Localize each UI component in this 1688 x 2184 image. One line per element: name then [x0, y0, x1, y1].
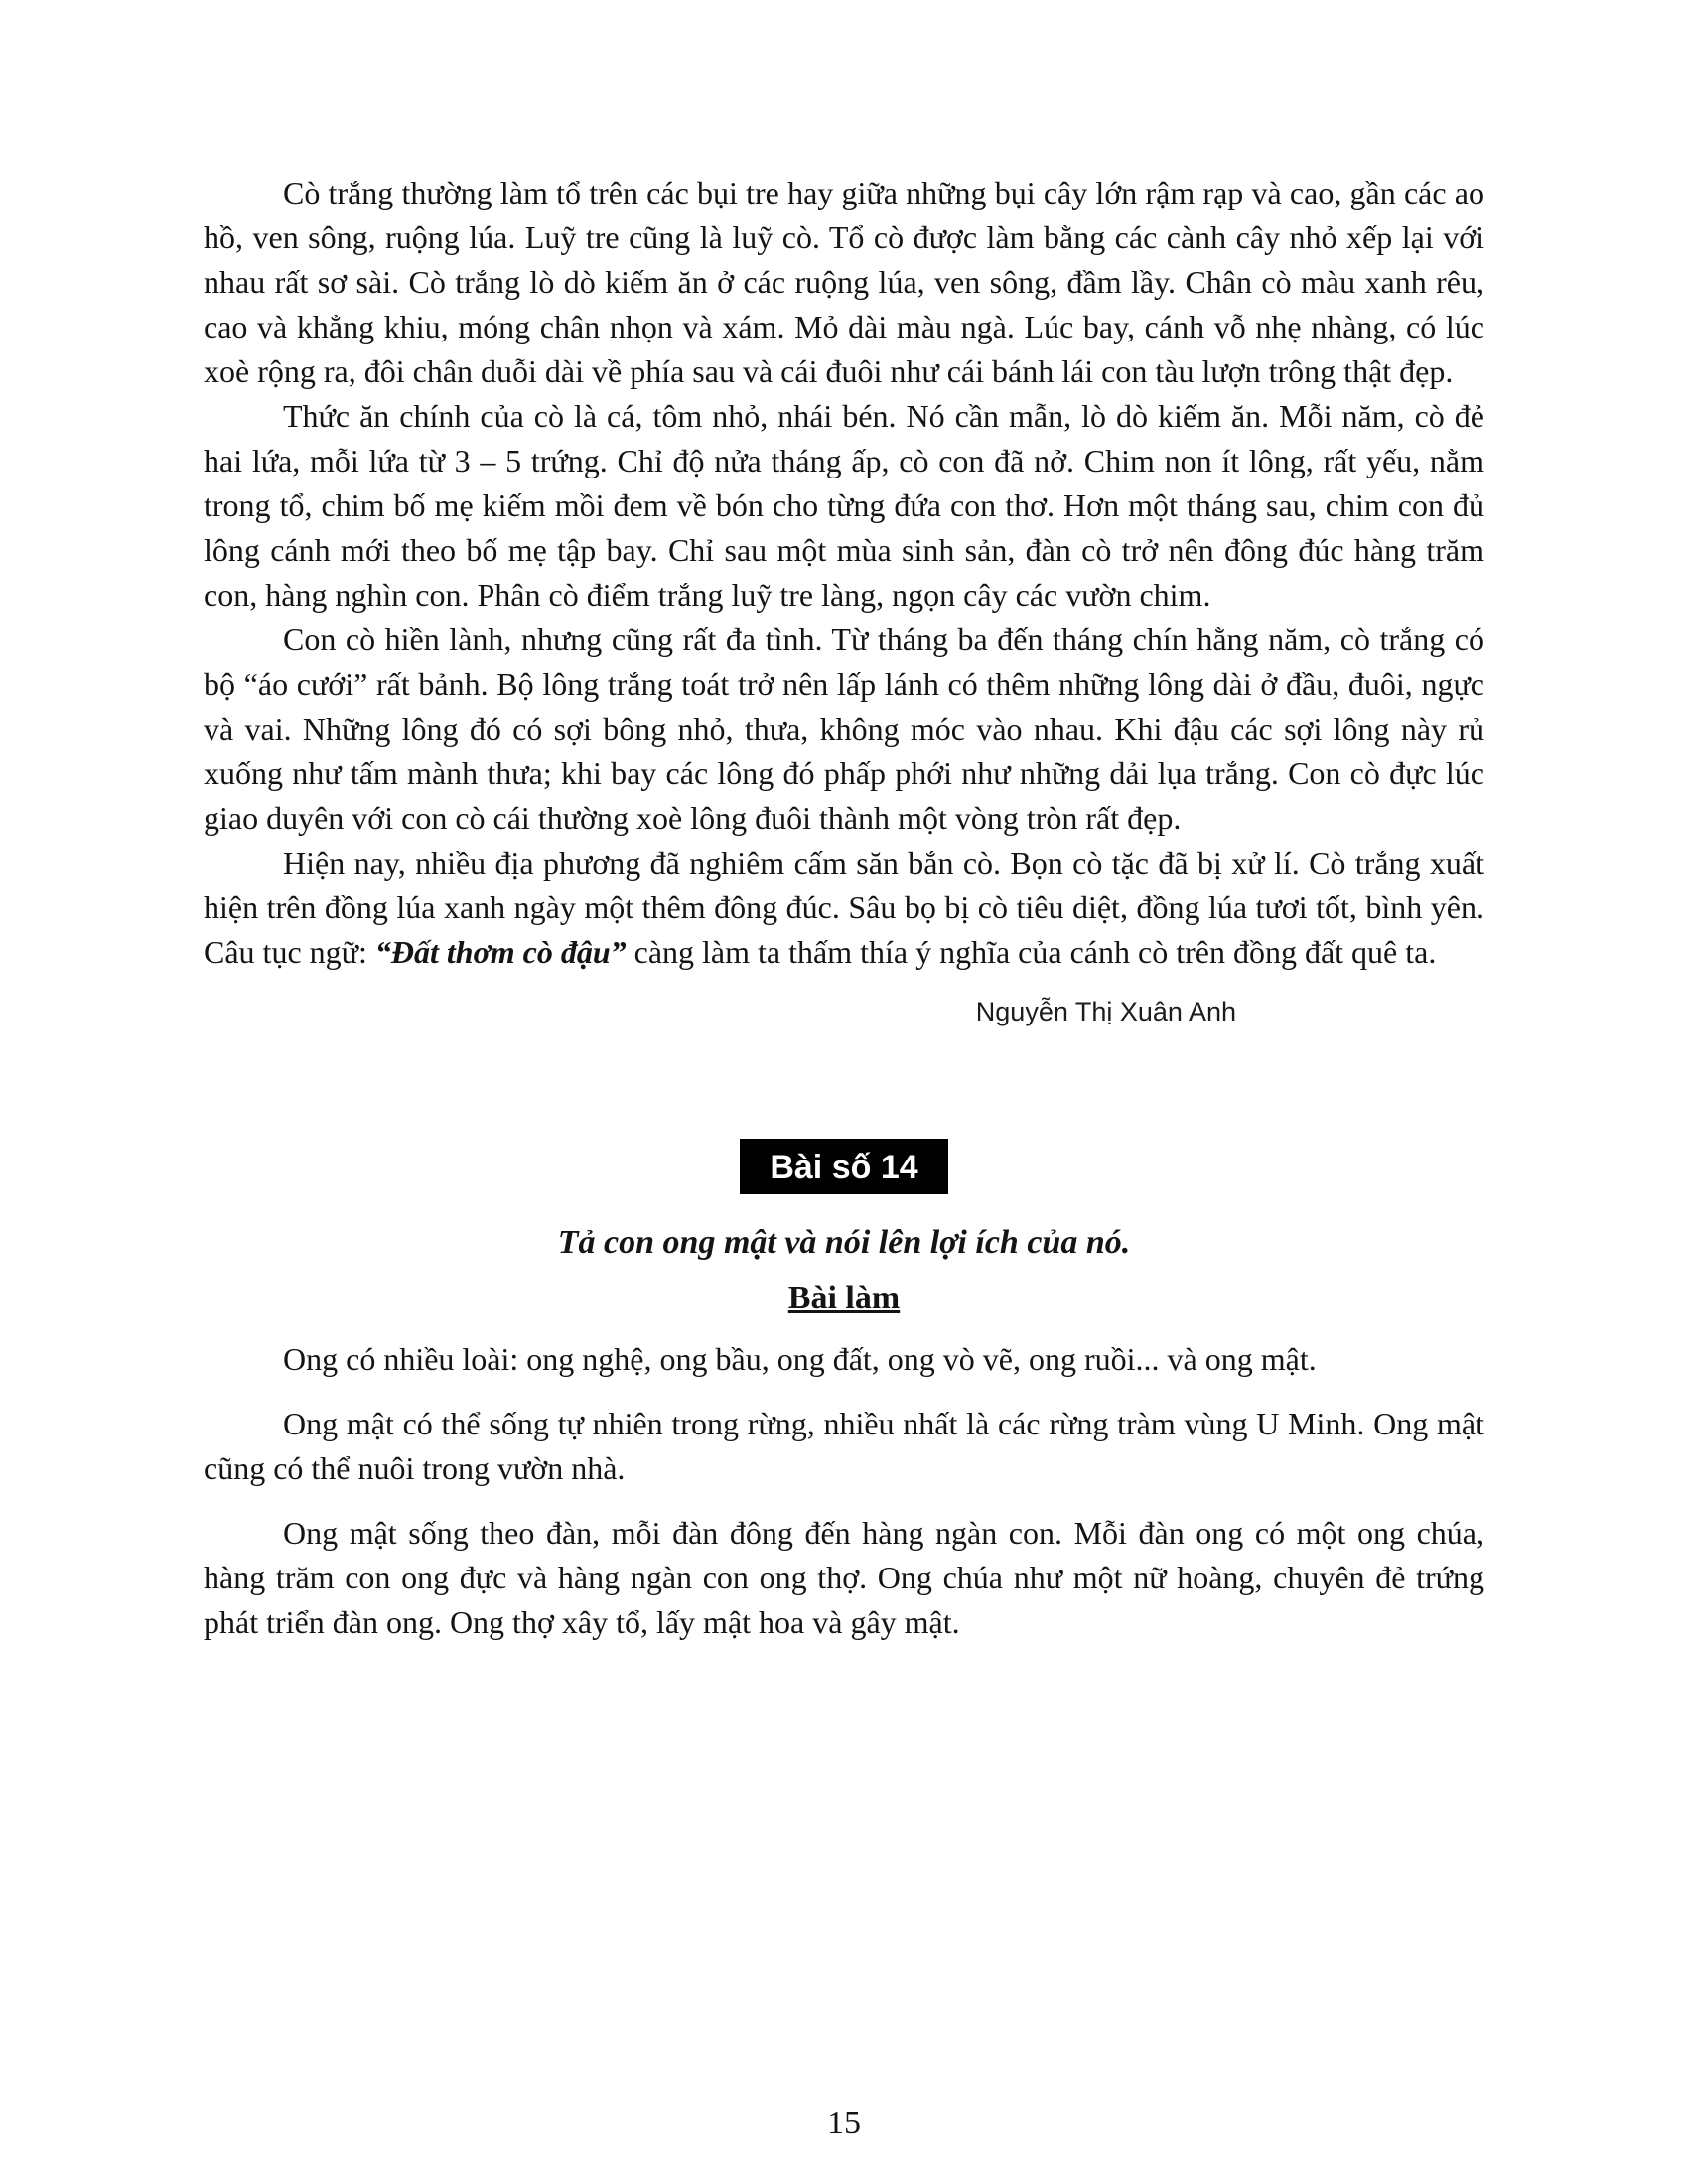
essay13-paragraph-3: Con cò hiền lành, nhưng cũng rất đa tình. Từ tháng ba đến tháng chín hằng năm, cò trắng có bộ “áo cưới” rất bảnh. Bộ lông trắng toát trở nên lấp lánh có thêm những lông dài ở đầu, đuôi, ngực và vai. Những lông đó có sợi bông nhỏ, thưa, không móc vào nhau. Khi đậu các sợi lông này rủ xuống như tấm mành thưa; khi bay các lông đó phấp phới như những dải lụa trắng. Con cò đực lúc giao duyên với con cò cái thường xoè lông đuôi thành một vòng tròn rất đẹp.: [204, 621, 1484, 836]
essay14-paragraph-1: Ong có nhiều loài: ong nghệ, ong bầu, ong đất, ong vò vẽ, ong ruồi... và ong mật.: [283, 1341, 1317, 1377]
page-number: 15: [827, 2105, 861, 2141]
lesson-number-badge: Bài số 14: [740, 1139, 947, 1194]
author-name: Nguyễn Thị Xuân Anh: [975, 997, 1236, 1026]
essay-topic-title: Tả con ong mật và nói lên lợi ích của nó.: [557, 1224, 1131, 1261]
paragraph-text-before-proverb: Hiện nay, nhiều địa phương đã nghiêm cấm săn bắn cò. Bọn cò tặc đã bị xử lí. Cò trắng xuất hiện trên đồng lúa xanh ngày một thêm đông đúc. Sâu bọ bị cò tiêu diệt, đồng lúa tươi tốt, bình yên. Câu tục ngữ:: [204, 845, 1484, 970]
page-content: [204, 0, 1484, 1645]
essay-13-body: [204, 171, 1484, 1027]
essay14-paragraph-3: Ong mật sống theo đàn, mỗi đàn đông đến hàng ngàn con. Mỗi đàn ong có một ong chúa, hàng trăm con ong đực và hàng ngàn con ong thợ. Ong chúa như một nữ hoàng, chuyên đẻ trứng phát triển đàn ong. Ong thợ xây tổ, lấy mật hoa và gây mật.: [204, 1515, 1484, 1640]
bai-lam-heading: Bài làm: [787, 1280, 901, 1316]
proverb-quote: “Đất thơm cò đậu”: [374, 934, 627, 970]
essay13-paragraph-1: Cò trắng thường làm tổ trên các bụi tre hay giữa những bụi cây lớn rậm rạp và cao, gần các ao hồ, ven sông, ruộng lúa. Luỹ tre cũng là luỹ cò. Tổ cò được làm bằng các cành cây nhỏ xếp lại với nhau rất sơ sài. Cò trắng lò dò kiếm ăn ở các ruộng lúa, ven sông, đầm lầy. Chân cò màu xanh rêu, cao và khẳng khiu, móng chân nhọn và xám. Mỏ dài màu ngà. Lúc bay, cánh vỗ nhẹ nhàng, có lúc xoè rộng ra, đôi chân duỗi dài về phía sau và cái đuôi như cái bánh lái con tàu lượn trông thật đẹp.: [204, 175, 1484, 389]
essay14-paragraph-2: Ong mật có thể sống tự nhiên trong rừng, nhiều nhất là các rừng tràm vùng U Minh. Ong mật cũng có thể nuôi trong vườn nhà.: [204, 1406, 1484, 1486]
essay-14: [204, 1139, 1484, 1645]
lesson-badge-row: [204, 1139, 1484, 1194]
essay13-paragraph-2: Thức ăn chính của cò là cá, tôm nhỏ, nhái bén. Nó cần mẫn, lò dò kiếm ăn. Mỗi năm, cò đẻ hai lứa, mỗi lứa từ 3 – 5 trứng. Chỉ độ nửa tháng ấp, cò con đã nở. Chim non ít lông, rất yếu, nằm trong tổ, chim bố mẹ kiếm mồi đem về bón cho từng đứa con thơ. Hơn một tháng sau, chim con đủ lông cánh mới theo bố mẹ tập bay. Chỉ sau một mùa sinh sản, đàn cò trở nên đông đúc hàng trăm con, hàng nghìn con. Phân cò điểm trắng luỹ tre làng, ngọn cây các vườn chim.: [204, 398, 1484, 613]
essay13-paragraph-4: [204, 841, 1484, 975]
paragraph-text-after-proverb: càng làm ta thấm thía ý nghĩa của cánh cò trên đồng đất quê ta.: [626, 934, 1437, 970]
